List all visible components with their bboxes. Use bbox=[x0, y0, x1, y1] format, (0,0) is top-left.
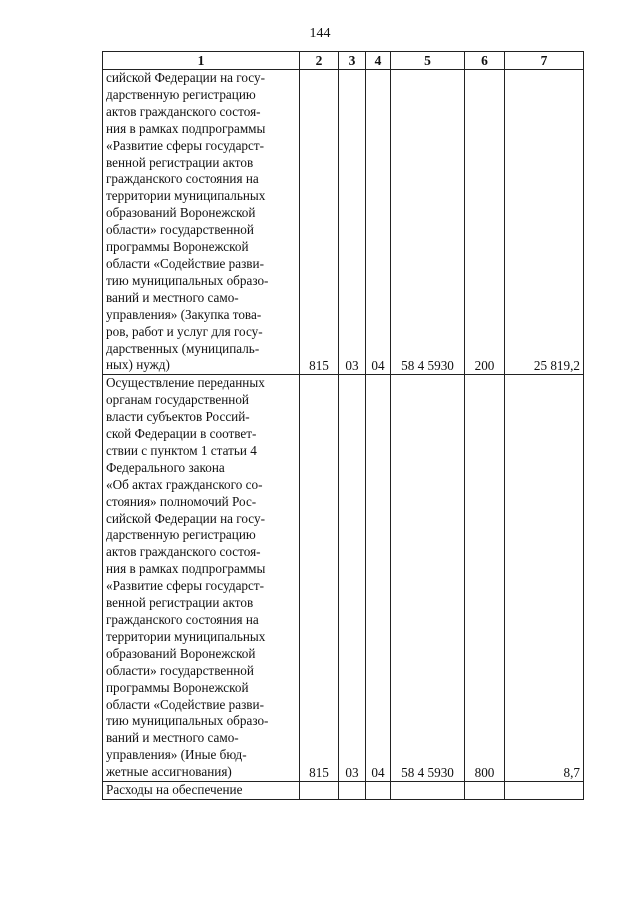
cell-subsection-code: 04 bbox=[366, 375, 391, 782]
column-header-5: 5 bbox=[391, 52, 465, 70]
cell-target-article: 58 4 5930 bbox=[391, 375, 465, 782]
cell-subsection-code: 04 bbox=[366, 70, 391, 375]
row-description: сийской Федерации на госу- дарственную регистрацию актов гражданского состоя- ния в рамках подпрограммы «Развитие сферы государст- венной регистрации актов гражданского состояния на территории муниципальных образований Воронежской области» государственной программы Воронежской области «Содействие разви- тию муниципальных образо- ваний и местного само- управления» (Закупка това- ров, работ и услуг для госу- дарственных (муниципаль- ных) нужд) bbox=[103, 70, 300, 375]
cell-ministry-code bbox=[300, 782, 339, 800]
cell-target-article: 58 4 5930 bbox=[391, 70, 465, 375]
cell-subsection-code bbox=[366, 782, 391, 800]
column-header-1: 1 bbox=[103, 52, 300, 70]
page-number: 144 bbox=[309, 26, 331, 41]
cell-amount: 25 819,2 bbox=[505, 70, 584, 375]
cell-target-article bbox=[391, 782, 465, 800]
cell-section-code: 03 bbox=[339, 375, 366, 782]
table-row bbox=[103, 782, 584, 800]
cell-expense-type: 800 bbox=[465, 375, 505, 782]
column-header-7: 7 bbox=[505, 52, 584, 70]
row-description: Расходы на обеспечение bbox=[103, 782, 300, 800]
column-header-6: 6 bbox=[465, 52, 505, 70]
column-header-2: 2 bbox=[300, 52, 339, 70]
cell-amount bbox=[505, 782, 584, 800]
table-row bbox=[103, 70, 584, 375]
column-header-4: 4 bbox=[366, 52, 391, 70]
table-header-row bbox=[103, 52, 584, 70]
cell-ministry-code: 815 bbox=[300, 375, 339, 782]
cell-ministry-code: 815 bbox=[300, 70, 339, 375]
cell-expense-type: 200 bbox=[465, 70, 505, 375]
cell-section-code: 03 bbox=[339, 70, 366, 375]
cell-amount: 8,7 bbox=[505, 375, 584, 782]
table-row bbox=[103, 375, 584, 782]
cell-expense-type bbox=[465, 782, 505, 800]
column-header-3: 3 bbox=[339, 52, 366, 70]
row-description: Осуществление переданных органам государственной власти субъектов Россий- ской Федерации в соответ- ствии с пунктом 1 статьи 4 Федерального закона «Об актах гражданского со- стояния» полномочий Рос- сийской Федерации на госу- дарственную регистрацию актов гражданского состоя- ния в рамках подпрограммы «Развитие сферы государст- венной регистрации актов гражданского состояния на территории муниципальных образований Воронежской области» государственной программы Воронежской области «Содействие разви- тию муниципальных образо- ваний и местного само- управления» (Иные бюд- жетные ассигнования) bbox=[103, 375, 300, 782]
budget-table bbox=[102, 51, 584, 800]
cell-section-code bbox=[339, 782, 366, 800]
